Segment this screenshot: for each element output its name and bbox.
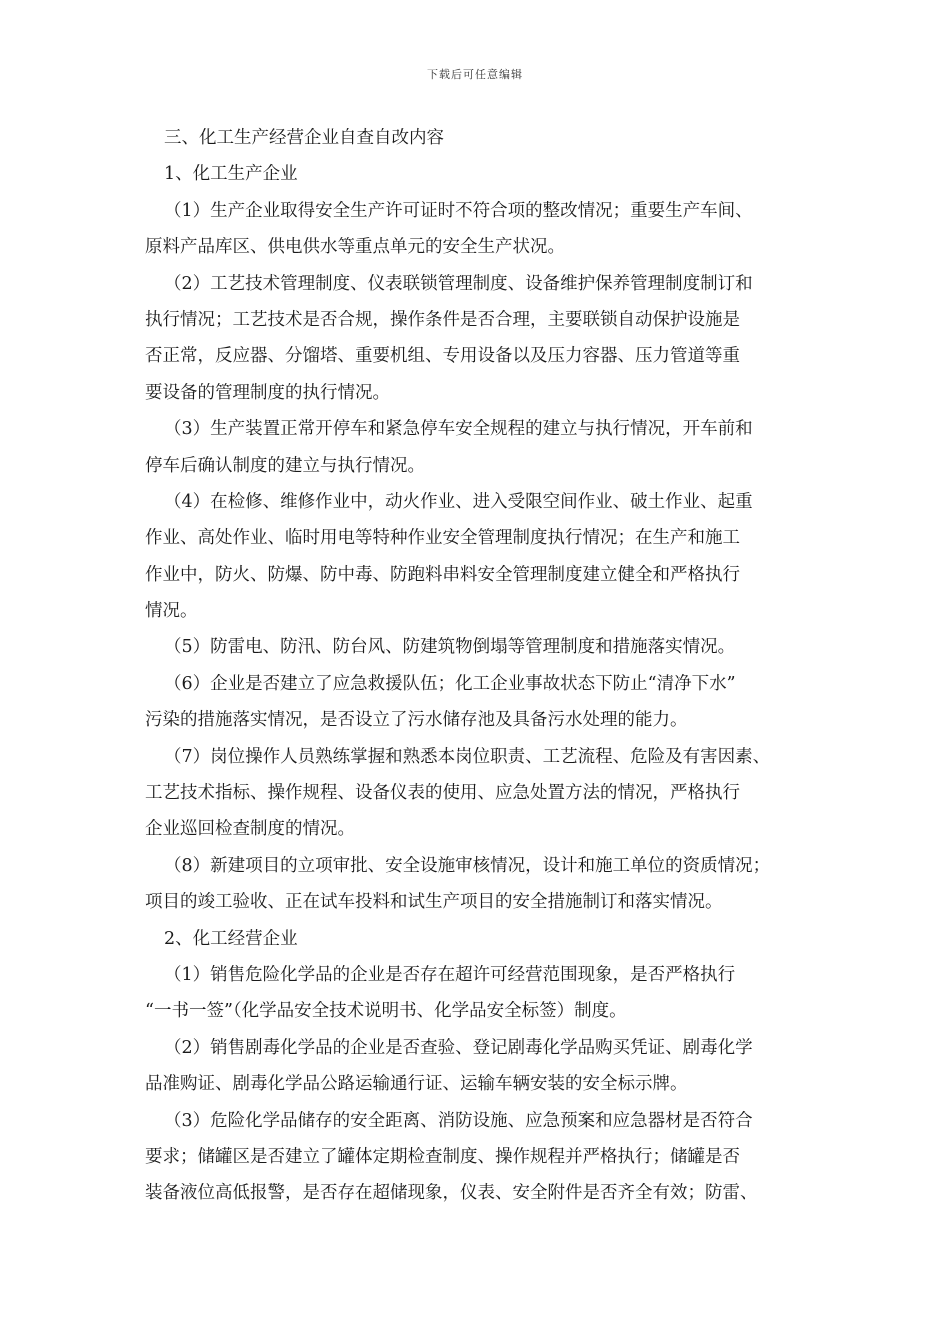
- text-line: （4）在检修、维修作业中，动火作业、进入受限空间作业、破土作业、起重: [164, 491, 753, 512]
- text-line: （3）危险化学品储存的安全距离、消防设施、应急预案和应急器材是否符合: [164, 1110, 753, 1131]
- text-line: 污染的措施落实情况，是否设立了污水储存池及具备污水处理的能力。: [145, 710, 688, 731]
- text-line: 作业、高处作业、临时用电等特种作业安全管理制度执行情况；在生产和施工: [145, 528, 740, 549]
- document-body: [145, 120, 810, 1212]
- text-line: 1、化工生产企业: [164, 164, 298, 185]
- text-line: 企业巡回检查制度的情况。: [145, 819, 355, 840]
- page-header-note: 下载后可任意编辑: [427, 68, 523, 81]
- text-line: 否正常，反应器、分馏塔、重要机组、专用设备以及压力容器、压力管道等重: [145, 346, 740, 367]
- text-line: 项目的竣工验收、正在试车投料和试生产项目的安全措施制订和落实情况。: [145, 892, 723, 913]
- text-line: 要求；储罐区是否建立了罐体定期检查制度、操作规程并严格执行；储罐是否: [145, 1146, 740, 1167]
- text-line: 2、化工经营企业: [164, 928, 298, 949]
- text-line: 情况。: [145, 601, 198, 622]
- text-line: （6）企业是否建立了应急救援队伍；化工企业事故状态下防止“清净下水”: [164, 673, 736, 694]
- text-line: “一书一签”（化学品安全技术说明书、化学品安全标签）制度。: [145, 1001, 627, 1022]
- text-line: （8）新建项目的立项审批、安全设施审核情况，设计和施工单位的资质情况；: [164, 855, 771, 876]
- text-line: （7）岗位操作人员熟练掌握和熟悉本岗位职责、工艺流程、危险及有害因素、: [164, 746, 771, 767]
- text-line: 三、化工生产经营企业自查自改内容: [164, 128, 444, 148]
- text-line: （3）生产装置正常开停车和紧急停车安全规程的建立与执行情况，开车前和: [164, 419, 753, 440]
- text-line: 装备液位高低报警，是否存在超储现象，仪表、安全附件是否齐全有效；防雷、: [145, 1183, 758, 1204]
- text-line: （1）销售危险化学品的企业是否存在超许可经营范围现象，是否严格执行: [164, 964, 736, 985]
- text-line: 作业中，防火、防爆、防中毒、防跑料串料安全管理制度建立健全和严格执行: [145, 564, 740, 585]
- text-line: 停车后确认制度的建立与执行情况。: [145, 455, 425, 476]
- text-line: （2）销售剧毒化学品的企业是否查验、登记剧毒化学品购买凭证、剧毒化学: [164, 1037, 753, 1058]
- text-line: （5）防雷电、防汛、防台风、防建筑物倒塌等管理制度和措施落实情况。: [164, 637, 736, 658]
- text-line: 执行情况；工艺技术是否合规，操作条件是否合理，主要联锁自动保护设施是: [145, 309, 740, 330]
- text-line: 原料产品库区、供电供水等重点单元的安全生产状况。: [145, 237, 565, 258]
- text-line: （1）生产企业取得安全生产许可证时不符合项的整改情况；重要生产车间、: [164, 200, 753, 221]
- text-line: 要设备的管理制度的执行情况。: [145, 382, 390, 403]
- text-line: （2）工艺技术管理制度、仪表联锁管理制度、设备维护保养管理制度制订和: [164, 273, 753, 294]
- text-line: 工艺技术指标、操作规程、设备仪表的使用、应急处置方法的情况，严格执行: [145, 783, 740, 804]
- text-line: 品准购证、剧毒化学品公路运输通行证、运输车辆安装的安全标示牌。: [145, 1074, 688, 1095]
